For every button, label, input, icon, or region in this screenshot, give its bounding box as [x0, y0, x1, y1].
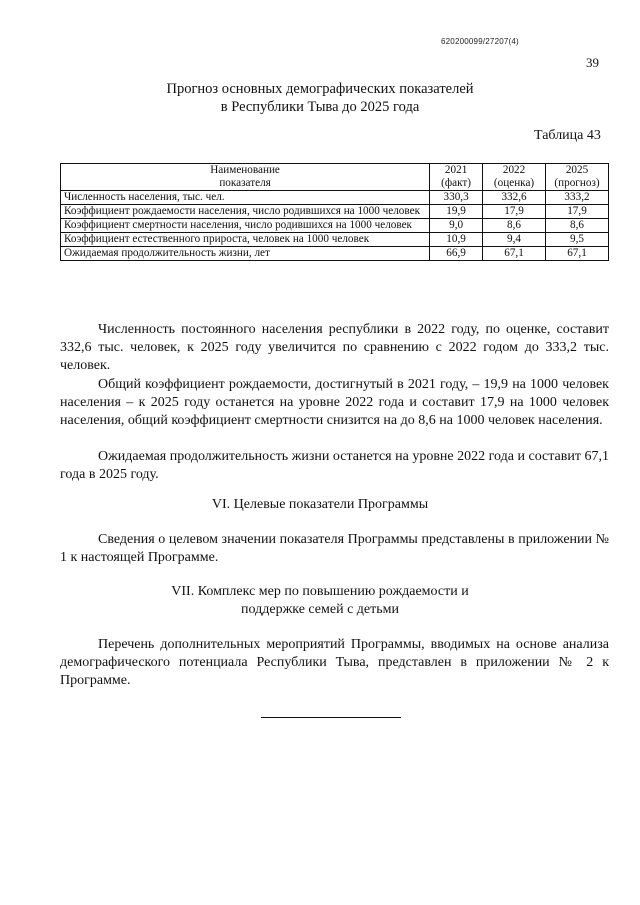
value-2021: 9,0 — [430, 219, 483, 233]
value-2025: 67,1 — [546, 247, 609, 261]
row-label: Коэффициент смертности населения, число родившихся на 1000 человек — [61, 219, 430, 233]
table-row — [61, 219, 609, 233]
page-title — [0, 80, 640, 116]
table-row — [61, 205, 609, 219]
value-2021: 330,3 — [430, 191, 483, 205]
table-label: Таблица 43 — [534, 128, 601, 143]
forecast-table — [60, 163, 609, 261]
header-2025: 2025 (прогноз) — [546, 164, 609, 191]
value-2025: 8,6 — [546, 219, 609, 233]
value-2021: 66,9 — [430, 247, 483, 261]
section-7-heading — [0, 583, 640, 619]
page-number: 39 — [586, 55, 599, 70]
value-2025: 17,9 — [546, 205, 609, 219]
row-label: Ожидаемая продолжительность жизни, лет — [61, 247, 430, 261]
section-7-heading-line-1: VII. Комплекс мер по повышению рождаемости и — [171, 584, 469, 599]
document-id: 620200099/27207(4) — [441, 37, 519, 46]
value-2022: 17,9 — [483, 205, 546, 219]
paragraph-population: Численность постоянного населения республики в 2022 году, по оценке, составит 332,6 тыс. человек, к 2025 году увеличится по сравнению с 2022 годом до 333,2 тыс. человек. — [60, 322, 609, 373]
title-line-2: в Республики Тыва до 2025 года — [220, 99, 420, 115]
table-row — [61, 191, 609, 205]
table-row — [61, 233, 609, 247]
value-2021: 19,9 — [430, 205, 483, 219]
paragraph-life-expectancy: Ожидаемая продолжительность жизни останется на уровне 2022 года и составит 67,1 года в 2025 году. — [60, 449, 609, 482]
section-7-heading-line-2: поддержке семей с детьми — [241, 602, 399, 617]
value-2022: 67,1 — [483, 247, 546, 261]
value-2021: 10,9 — [430, 233, 483, 247]
end-divider — [261, 717, 401, 718]
header-2022: 2022 (оценка) — [483, 164, 546, 191]
header-indicator: Наименование показателя — [61, 164, 430, 191]
paragraph-target-indicators: Сведения о целевом значении показателя Программы представлены в приложении № 1 к настоящей Программе. — [60, 532, 609, 565]
paragraph-measures: Перечень дополнительных мероприятий Программы, вводимых на основе анализа демографического потенциала Республики Тыва, представлен в приложении № 2 к Программе. — [60, 637, 609, 688]
row-label: Коэффициент естественного прироста, человек на 1000 человек — [61, 233, 430, 247]
header-2021: 2021 (факт) — [430, 164, 483, 191]
value-2022: 9,4 — [483, 233, 546, 247]
paragraph-birth-rate: Общий коэффициент рождаемости, достигнутый в 2021 году, – 19,9 на 1000 человек населения – к 2025 году останется на уровне 2022 года и составит 17,9 на 1000 человек населения, общий коэффициент смертности снизится на до 8,6 на 1000 человек населения. — [60, 377, 609, 428]
value-2025: 9,5 — [546, 233, 609, 247]
table-row — [61, 247, 609, 261]
value-2022: 8,6 — [483, 219, 546, 233]
row-label: Численность населения, тыс. чел. — [61, 191, 430, 205]
table-header-row — [61, 164, 609, 191]
value-2022: 332,6 — [483, 191, 546, 205]
row-label: Коэффициент рождаемости населения, число родившихся на 1000 человек — [61, 205, 430, 219]
value-2025: 333,2 — [546, 191, 609, 205]
title-line-1: Прогноз основных демографических показателей — [166, 81, 474, 97]
section-6-heading: VI. Целевые показатели Программы — [211, 497, 429, 512]
